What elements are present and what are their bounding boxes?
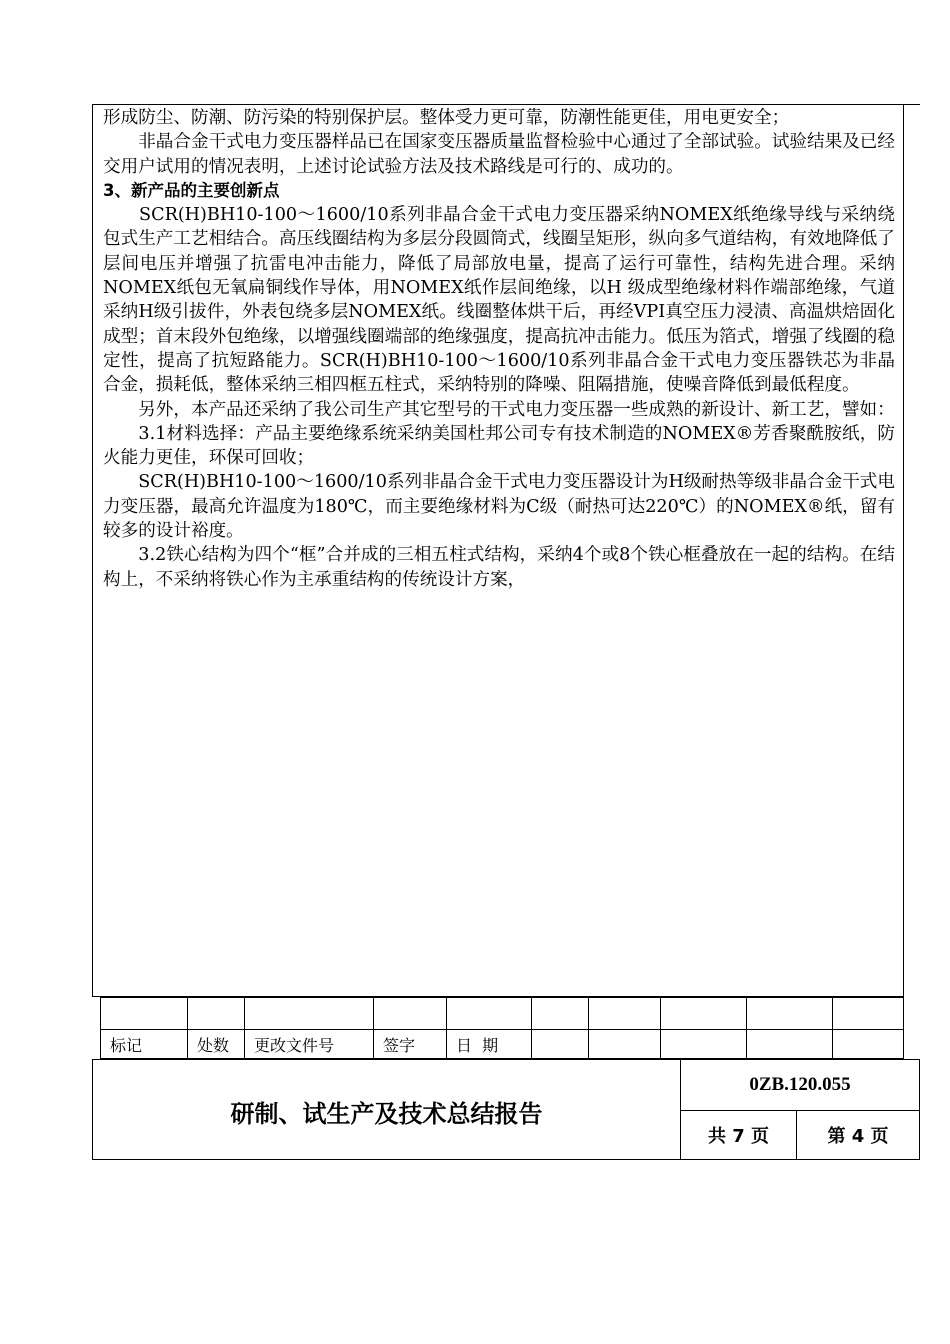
header-date: 日 期 bbox=[447, 1030, 532, 1059]
revision-table bbox=[100, 997, 904, 1059]
document-code: 0ZB.120.055 bbox=[681, 1060, 919, 1111]
paragraph-7: 3.2铁心结构为四个“框”合并成的三相五柱式结构，采纳4个或8个铁心框叠放在一起的结构。在结构上，不采纳将铁心作为主承重结构的传统设计方案， bbox=[103, 545, 895, 590]
header-change-doc: 更改文件号 bbox=[245, 1030, 374, 1059]
frame-top-stub bbox=[904, 104, 920, 105]
header-count: 处数 bbox=[188, 1030, 245, 1059]
report-title: 研制、试生产及技术总结报告 bbox=[93, 1060, 681, 1159]
paragraph-5: 3.1材料选择：产品主要绝缘系统采纳美国杜邦公司专有技术制造的NOMEX®芳香聚酰胺纸，防火能力更佳，环保可回收； bbox=[103, 423, 895, 469]
page-number: 第 4 页 bbox=[827, 1126, 889, 1147]
revision-row-empty bbox=[101, 998, 904, 1030]
total-pages: 共 7 页 bbox=[681, 1111, 797, 1159]
section-heading: 3、新产品的主要创新点 bbox=[103, 180, 280, 200]
header-mark: 标记 bbox=[101, 1030, 188, 1059]
body-text bbox=[103, 106, 895, 592]
content-frame bbox=[92, 104, 904, 997]
paragraph-4: 另外，本产品还采纳了我公司生产其它型号的干式电力变压器一些成熟的新设计、新工艺，譬如： bbox=[103, 399, 895, 420]
paragraph-1: 形成防尘、防潮、防污染的特别保护层。整体受力更可靠，防潮性能更佳，用电更安全； bbox=[103, 108, 790, 128]
title-block bbox=[92, 1059, 920, 1160]
paragraph-6: SCR(H)BH10-100～1600/10系列非晶合金干式电力变压器设计为H级耐热等级非晶合金干式电力变压器，最高允许温度为180℃，而主要绝缘材料为C级（耐热可达220℃）的NOMEX®纸，留有较多的设计裕度。 bbox=[103, 472, 895, 542]
paragraph-2: 非晶合金干式电力变压器样品已在国家变压器质量监督检验中心通过了全部试验。试验结果及已经交用户试用的情况表明，上述讨论试验方法及技术路线是可行的、成功的。 bbox=[103, 132, 895, 177]
revision-header-row bbox=[101, 1030, 904, 1059]
header-signature: 签字 bbox=[374, 1030, 447, 1059]
paragraph-3: SCR(H)BH10-100～1600/10系列非晶合金干式电力变压器采纳NOMEX纸绝缘导线与采纳绕包式生产工艺相结合。高压线圈结构为多层分段圆筒式，线圈呈矩形，纵向多气道结构，有效地降低了层间电压并增强了抗雷电冲击能力，降低了局部放电量，提高了运行可靠性，结构先进合理。采纳 NOMEX纸包无氧扁铜线作导体，用NOMEX纸作层间绝缘，以H 级成型绝缘材料作端部绝缘，气道采纳H级引拔件，外表包绕多层NOMEX纸。线圈整体烘干后，再经VPI真空压力浸渍、高温烘焙固化成型；首末段外包绝缘，以增强线圈端部的绝缘强度，提高抗冲击能力。低压为箔式，增强了线圈的稳定性，提高了抗短路能力。SCR(H)BH10-100～1600/10系列非晶合金干式电力变压器铁芯为非晶合金，损耗低，整体采纳三相四框五柱式，采纳特别的降噪、阻隔措施，使噪音降低到最低程度。 bbox=[103, 205, 895, 396]
